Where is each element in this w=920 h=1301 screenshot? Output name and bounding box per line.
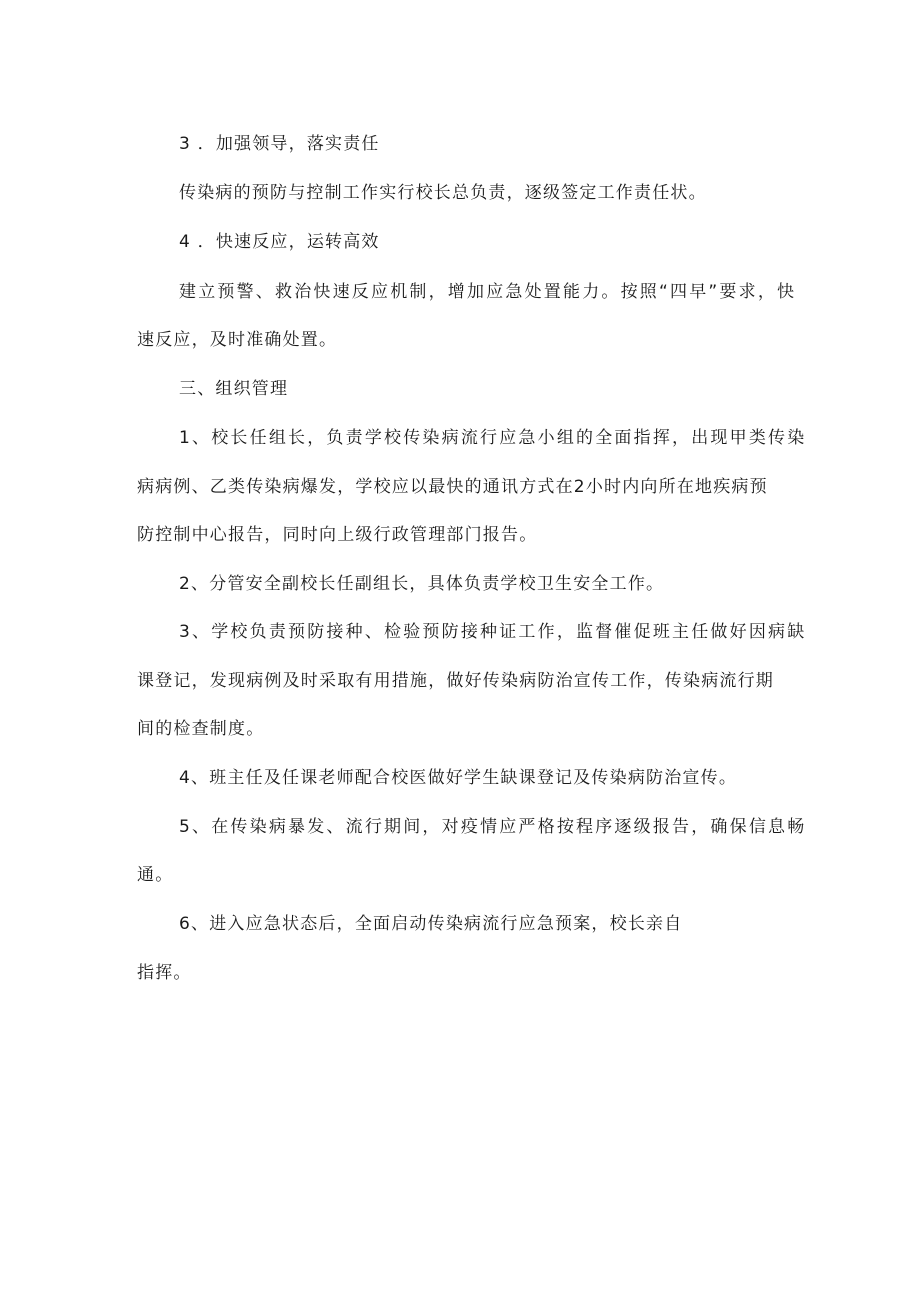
paragraph-line: 6、进入应急状态后，全面启动传染病流行应急预案，校长亲自 xyxy=(179,914,683,934)
paragraph-line: 指挥。 xyxy=(137,963,192,983)
paragraph-line: 传染病的预防与控制工作实行校长总负责，逐级签定工作责任状。 xyxy=(179,183,707,203)
paragraph-line: 5、在传染病暴发、流行期间，对疫情应严格按程序逐级报告，确保信息畅 xyxy=(179,817,807,837)
paragraph-line: 3、学校负责预防接种、检验预防接种证工作，监督催促班主任做好因病缺 xyxy=(179,622,807,642)
paragraph-line: 4、班主任及任课老师配合校医做好学生缺课登记及传染病防治宣传。 xyxy=(179,768,738,788)
paragraph-line: 病病例、乙类传染病爆发，学校应以最快的通讯方式在2小时内向所在地疾病预 xyxy=(137,477,768,497)
paragraph-line: 1、校长任组长，负责学校传染病流行应急小组的全面指挥，出现甲类传染 xyxy=(179,428,807,448)
paragraph-line: 建立预警、救治快速反应机制，增加应急处置能力。按照“四早”要求，快 xyxy=(179,282,797,302)
section-heading-4: 4 ．快速反应，运转高效 xyxy=(179,232,380,252)
paragraph-line: 2、分管安全副校长任副组长，具体负责学校卫生安全工作。 xyxy=(179,574,665,594)
paragraph-line: 间的检查制度。 xyxy=(137,719,265,739)
paragraph-line: 通。 xyxy=(137,865,174,885)
chapter-heading-organization: 三、组织管理 xyxy=(179,379,289,399)
section-heading-3: 3 ．加强领导，落实责任 xyxy=(179,134,380,154)
paragraph-line: 速反应，及时准确处置。 xyxy=(137,330,338,350)
paragraph-line: 防控制中心报告，同时向上级行政管理部门报告。 xyxy=(137,525,538,545)
paragraph-line: 课登记，发现病例及时采取有用措施，做好传染病防治宣传工作，传染病流行期 xyxy=(137,671,774,691)
